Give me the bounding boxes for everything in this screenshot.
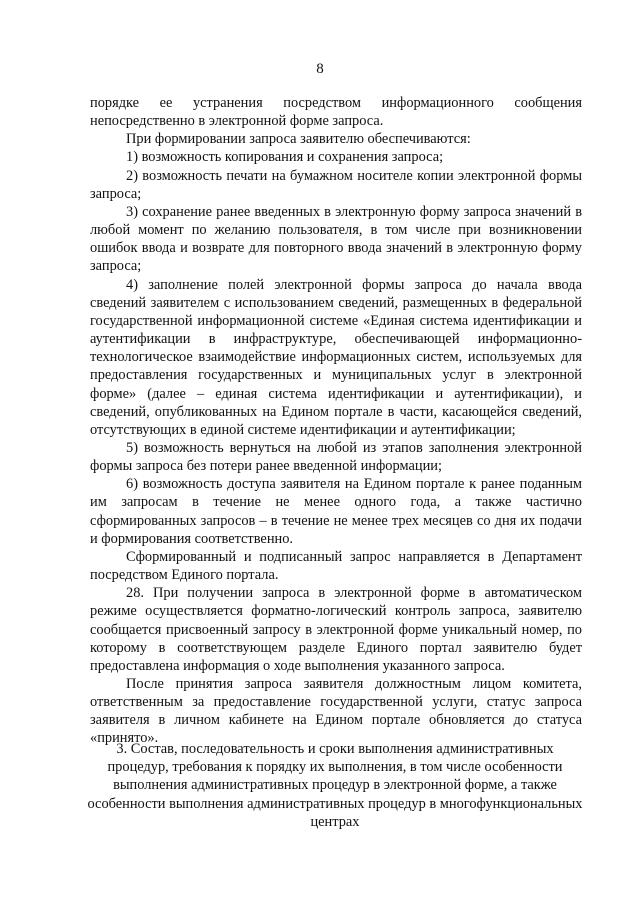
paragraph: При формировании запроса заявителю обеспечиваются: [126,131,471,148]
paragraph: Сформированный и подписанный запрос направляется в Департамент посредством Единого портала. [90,548,582,584]
section-heading [70,740,600,831]
paragraph: порядке ее устранения посредством информационного сообщения непосредственно в электронной форме запроса. [90,95,582,130]
page-number: 8 [316,61,324,77]
section-heading-line: центрах [310,813,360,830]
paragraph: 28. При получении запроса в электронной форме в автоматическом режиме осуществляется форматно-логический контроль запроса, заявителю сообщается присвоенный запросу в электронной форме уникальный номер, по которому в соответствующем разделе Единого портал заявителю будет предоставлена информация о ходе выполнения указанного запроса. [90,585,582,674]
paragraph: 1) возможность копирования и сохранения запроса; [126,149,444,166]
paragraph: После принятия запроса заявителя должностным лицом комитета, ответственным за предоставление государственной услуги, статус запроса заявителя в личном кабинете на Едином портале обновляется до статуса «принято». [90,676,582,747]
paragraph: 6) возможность доступа заявителя на Едином портале к ранее поданным им запросам в течение не менее одного года, а также частично сформированных запросов – в течение не менее трех месяцев со дня их подачи и формирования соответственно. [90,476,582,547]
paragraph: 2) возможность печати на бумажном носителе копии электронной формы запроса; [90,167,582,202]
paragraph: 3) сохранение ранее введенных в электронную форму запроса значений в любой момент по желанию пользователя, в том числе при возникновении ошибок ввода и возврате для повторного ввода значений в электронную форму запроса; [90,203,582,275]
document-body [90,94,582,748]
section-heading-line: выполнения административных процедур в электронной форме, а также [113,777,557,794]
paragraph: 5) возможность вернуться на любой из этапов заполнения электронной формы запроса без потери ранее введенной информации; [90,439,582,475]
paragraph: 4) заполнение полей электронной формы запроса до начала ввода сведений заявителем с использованием сведений, размещенных в федеральной государственной информационной системе «Единая система идентификации и аутентификации в инфраструктуре, обеспечивающей информационно-технологическое взаимодействие информационных систем, используемых для предоставления государственных и муниципальных услуг в электронной форме» (далее – единая система идентификации и аутентификации), и сведений, опубликованных на Едином портале в части, касающейся сведений, отсутствующих в единой системе идентификации и аутентификации; [90,276,582,438]
section-heading-line: особенности выполнения административных процедур в многофункциональных [87,795,583,812]
section-heading-line: 3. Состав, последовательность и сроки выполнения административных [116,741,554,757]
section-heading-line: процедур, требования к порядку их выполнения, в том числе особенности [107,759,563,776]
